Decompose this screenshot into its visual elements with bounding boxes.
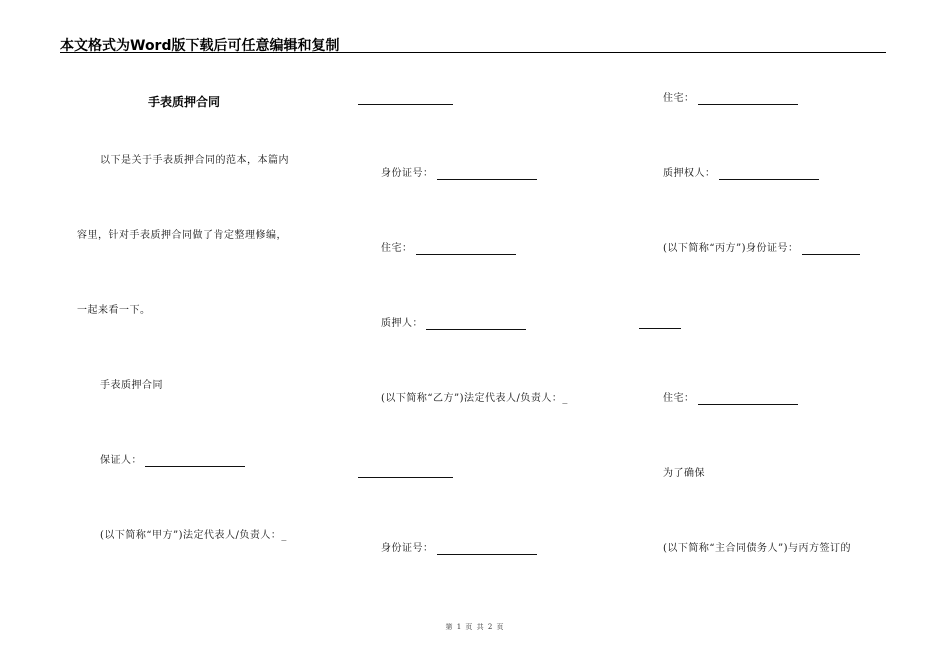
residence-field-3 [663, 393, 798, 405]
id-number-label: 身份证号： [381, 168, 434, 179]
blank-line [802, 244, 860, 255]
header-rule [60, 52, 886, 53]
page-number: 第 1 页 共 2 页 [445, 623, 505, 631]
blank-line [416, 244, 516, 255]
residence-label: 住宅： [663, 93, 695, 104]
residence-field-2 [663, 93, 798, 105]
id-number-field-1 [381, 168, 537, 180]
guarantor-label: 保证人： [100, 455, 142, 466]
guarantor-field [100, 455, 245, 467]
party-c-label: (以下简称“丙方”)身份证号： [663, 243, 799, 254]
party-b-clause: (以下简称“乙方”)法定代表人/负责人：_ [381, 393, 568, 404]
blank-line [698, 94, 798, 105]
party-a-clause: (以下简称“甲方”)法定代表人/负责人：_ [100, 530, 287, 541]
party-c-field [663, 243, 860, 255]
intro-line-2: 容里，针对手表质押合同做了肯定整理修编， [77, 230, 287, 241]
section-heading: 手表质押合同 [100, 380, 163, 391]
pledgor-label: 质押人： [381, 318, 423, 329]
pledgor-field [381, 318, 526, 330]
blank-line [358, 477, 453, 478]
blank-line [639, 328, 681, 329]
blank-line [426, 319, 526, 330]
pledgee-label: 质押权人： [663, 168, 716, 179]
blank-line [719, 169, 819, 180]
ensure-text: 为了确保 [663, 468, 705, 479]
pledgee-field [663, 168, 819, 180]
blank-line [437, 544, 537, 555]
debtor-clause: (以下简称“主合同债务人”)与丙方签订的 [663, 543, 852, 554]
blank-line [698, 394, 798, 405]
residence-label: 住宅： [381, 243, 413, 254]
intro-line-3: 一起来看一下。 [77, 305, 151, 316]
residence-field-1 [381, 243, 516, 255]
blank-line [358, 104, 453, 105]
document-title: 手表质押合同 [148, 95, 221, 109]
id-number-label: 身份证号： [381, 543, 434, 554]
residence-label: 住宅： [663, 393, 695, 404]
intro-line-1: 以下是关于手表质押合同的范本，本篇内 [100, 155, 289, 166]
blank-line [437, 169, 537, 180]
document-header-title: 本文格式为Word版下载后可任意编辑和复制 [60, 38, 340, 54]
id-number-field-2 [381, 543, 537, 555]
blank-line [145, 456, 245, 467]
